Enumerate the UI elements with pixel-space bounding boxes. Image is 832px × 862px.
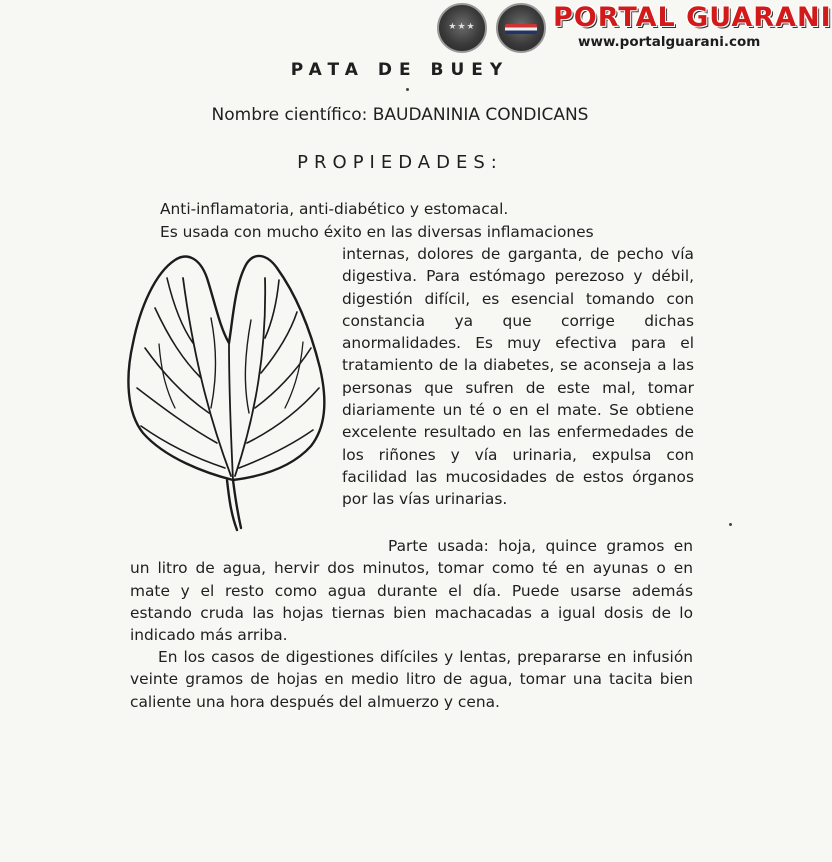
watermark-url: www.portalguarani.com [578, 34, 761, 50]
section-heading: PROPIEDADES: [297, 152, 503, 173]
intro-line: Anti-inflamatoria, anti-diabético y estomacal. [160, 200, 509, 218]
scientific-name: Nombre científico: BAUDANINIA CONDICANS [211, 105, 589, 125]
body-wrapped-paragraph: internas, dolores de garganta, de pecho vía digestiva. Para estómago perezoso y débil, digestión difícil, es esencial tomando con constancia ya que corrige dichas anormalidades. Es muy efectiva para el tratamiento de la diabetes, se aconseja a las personas que sufren de este mal, tomar diariamente un té o en el mate. Se obtiene excelente resultado en las enfermedades de los riñones y vía urinaria, expulsa con facilidad las mucosidades de estos órganos por las vías urinarias. [342, 245, 694, 509]
watermark-brand: PORTAL GUARANI [553, 2, 832, 33]
national-seal-icon [437, 3, 487, 53]
body-first-line: Es usada con mucho éxito en las diversas inflamaciones [160, 223, 594, 241]
part-used-paragraph: Parte usada: hoja, quince gramos en un litro de agua, hervir dos minutos, tomar como té en ayunas o en mate y el resto como agua durante el día. Puede usarse además estando cruda las hojas tiernas bien machacadas a igual dosis de lo indicado más arriba. [130, 537, 693, 645]
flag-band-icon [505, 24, 537, 34]
flag-seal-icon [496, 3, 546, 53]
last-paragraph: En los casos de digestiones difíciles y lentas, prepararse en infusión veinte gramos de hojas en medio litro de agua, tomar una tacita bien caliente una hora después del almuerzo y cena. [130, 648, 693, 711]
scan-speck [729, 523, 732, 526]
scan-speck [406, 88, 409, 91]
leaf-illustration [125, 248, 330, 533]
page-title: PATA DE BUEY [290, 60, 510, 80]
stars-icon: ★★★ [448, 22, 476, 32]
